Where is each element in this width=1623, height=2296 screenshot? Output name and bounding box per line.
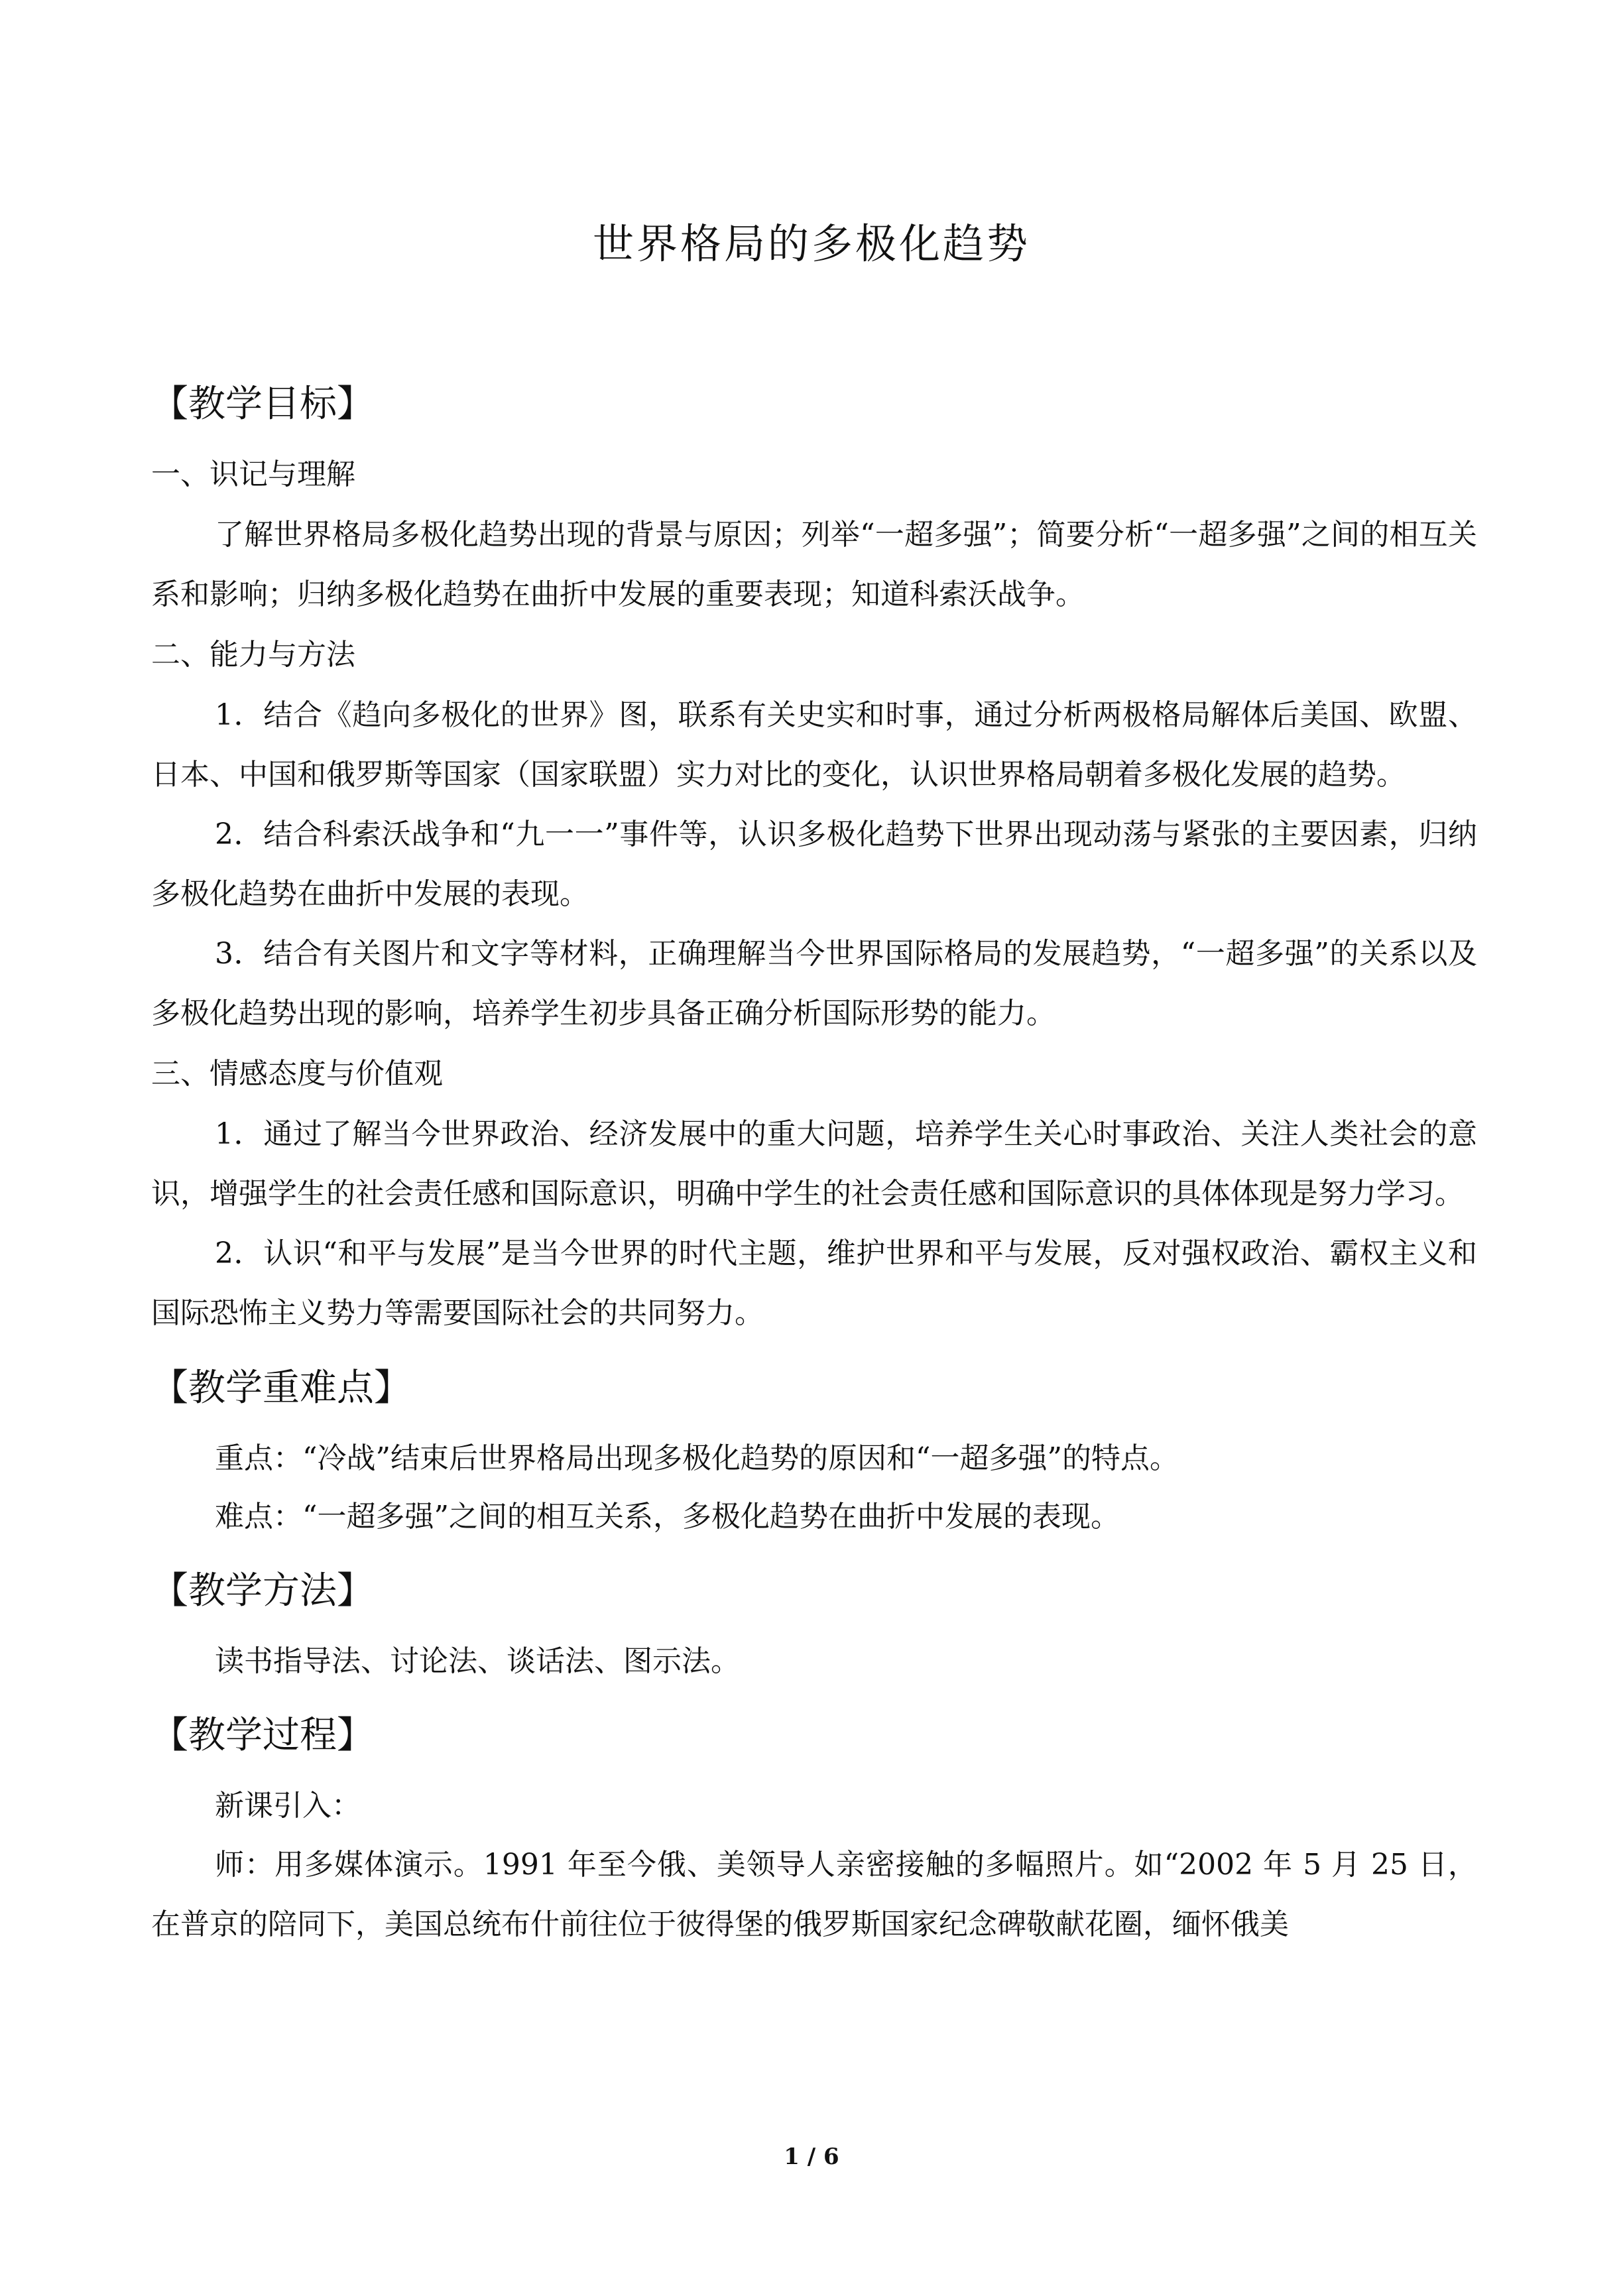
document-body [151,371,1477,1955]
objectives-heading: 【教学目标】 [151,383,374,426]
intro-text: 师：用多媒体演示。1991 年至今俄、美领导人亲密接触的多幅照片。如“2002 年 5 月 25 日，在普京的陪同下，美国总统布什前往位于彼得堡的俄罗斯国家纪念碑敬献花圈，缅怀俄美 [151,1848,1477,1941]
objectives-part3-item: 1．通过了解当今世界政治、经济发展中的重大问题，培养学生关心时事政治、关注人类社会的意识，增强学生的社会责任感和国际意识，明确中学生的社会责任感和国际意识的具体体现是努力学习。 [151,1117,1477,1211]
objectives-part3-item: 2．认识“和平与发展”是当今世界的时代主题，维护世界和平与发展，反对强权政治、霸权主义和国际恐怖主义势力等需要国际社会的共同努力。 [151,1237,1477,1330]
intro-label: 新课引入： [215,1789,361,1823]
objectives-part1-heading: 一、识记与理解 [151,457,355,491]
objectives-part2-item: 2．结合科索沃战争和“九一一”事件等，认识多极化趋势下世界出现动荡与紧张的主要因素，归纳多极化趋势在曲折中发展的表现。 [151,817,1477,911]
page-number: 1 / 6 [784,2144,839,2170]
key-points-heading: 【教学重难点】 [151,1366,411,1410]
methods-heading: 【教学方法】 [151,1569,374,1612]
objectives-part1-text: 了解世界格局多极化趋势出现的背景与原因；列举“一超多强”；简要分析“一超多强”之间的相互关系和影响；归纳多极化趋势在曲折中发展的重要表现；知道科索沃战争。 [151,518,1477,611]
objectives-part2-item: 1．结合《趋向多极化的世界》图，联系有关史实和时事，通过分析两极格局解体后美国、欧盟、日本、中国和俄罗斯等国家（国家联盟）实力对比的变化，认识世界格局朝着多极化发展的趋势。 [151,698,1477,792]
objectives-part3-heading: 三、情感态度与价值观 [151,1057,443,1091]
document-title: 世界格局的多极化趋势 [592,219,1030,268]
methods-text: 读书指导法、讨论法、谈话法、图示法。 [215,1644,740,1678]
objectives-part2-heading: 二、能力与方法 [151,638,355,672]
difficult-point-text: 难点：“一超多强”之间的相互关系，多极化趋势在曲折中发展的表现。 [215,1500,1120,1534]
objectives-part2-item: 3．结合有关图片和文字等材料，正确理解当今世界国际格局的发展趋势，“一超多强”的关系以及多极化趋势出现的影响，培养学生初步具备正确分析国际形势的能力。 [151,937,1477,1030]
key-point-text: 重点：“冷战”结束后世界格局出现多极化趋势的原因和“一超多强”的特点。 [215,1441,1179,1475]
process-heading: 【教学过程】 [151,1714,374,1757]
